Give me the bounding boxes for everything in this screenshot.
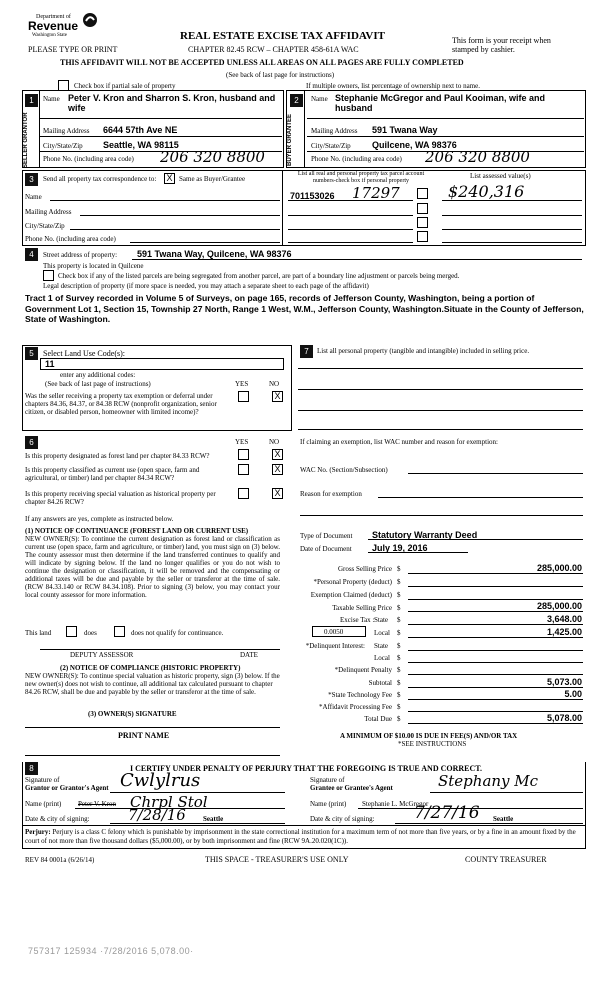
personal-deduct-label: *Personal Property (deduct) <box>313 578 392 586</box>
total-dollar: $ <box>397 715 401 723</box>
delinq-penalty-label: *Delinquent Penalty <box>334 666 392 674</box>
personal-property-checkbox-3[interactable] <box>417 217 428 228</box>
buyer-mailing-label: Mailing Address <box>311 127 358 135</box>
perjury-label: Perjury: <box>25 828 51 836</box>
if-yes-note: If any answers are yes, complete as instructed below. <box>25 515 174 523</box>
assessed-value: $240,316 <box>448 182 525 201</box>
see-instructions: *SEE INSTRUCTIONS <box>398 740 467 748</box>
current-use-no-checkbox[interactable]: X <box>272 464 283 475</box>
buyer-city-label: City/State/Zip <box>311 142 351 150</box>
see-back: (See back of last page for instructions) <box>226 71 335 79</box>
receipt-stamp: 757317 125934 ·7/28/2016 5,078.00· <box>28 946 194 956</box>
land-does-not-label: does not qualify for continuance. <box>131 629 224 637</box>
forest-no-checkbox[interactable]: X <box>272 449 283 460</box>
delinq-local-dollar: $ <box>397 654 401 662</box>
warning-text: THIS AFFIDAVIT WILL NOT BE ACCEPTED UNLESS ALL AREAS ON ALL PAGES ARE FULLY COMPLETED <box>60 58 464 67</box>
buyer-name-label: Name <box>311 95 328 103</box>
local-tax: 1,425.00 <box>546 627 582 637</box>
seller-phone-label: Phone No. (including area code) <box>43 155 134 163</box>
parcel-number: 701153026 <box>290 191 335 201</box>
county-treasurer: COUNTY TREASURER <box>465 855 547 864</box>
grantor-name-print: Peter V. Kron <box>78 800 117 808</box>
s3-city-label: City/State/Zip <box>25 222 65 230</box>
gross-value: 285,000.00 <box>536 563 582 573</box>
grantor-sig-label2: Grantor or Grantor's Agent <box>25 784 109 792</box>
historic-yes-checkbox[interactable] <box>238 488 249 499</box>
exemption-dollar: $ <box>397 591 401 599</box>
grantor-sig-label1: Signature of <box>25 776 60 784</box>
s3-mailing-label: Mailing Address <box>25 208 72 216</box>
deputy-assessor-label: DEPUTY ASSESSOR <box>70 651 134 659</box>
taxable-dollar: $ <box>397 604 401 612</box>
grantor-name-hw: Chrpl Stol <box>130 793 208 811</box>
section-4-number: 4 <box>25 248 38 261</box>
exempt-no-checkbox[interactable]: X <box>272 391 283 402</box>
perjury-text <box>25 828 583 846</box>
located-in: This property is located in Quilcene <box>43 262 144 270</box>
buyer-mailing: 591 Twana Way <box>372 125 438 135</box>
section-6-number: 6 <box>25 436 38 449</box>
dor-logo-line1: Department of <box>36 14 71 20</box>
seller-mailing-label: Mailing Address <box>43 127 90 135</box>
grantor-name-label: Name (print) <box>25 800 62 808</box>
notice1-title: (1) NOTICE OF CONTINUANCE (FOREST LAND OR CURRENT USE) <box>25 527 249 535</box>
seller-city: Seattle, WA 98115 <box>103 140 179 150</box>
local-rate: 0.0050 <box>324 628 344 636</box>
buyer-city: Quilcene, WA 98376 <box>372 140 457 150</box>
taxable-value: 285,000.00 <box>536 601 582 611</box>
exempt-yes-checkbox[interactable] <box>238 391 249 402</box>
doc-date-label: Date of Document <box>300 545 352 553</box>
personal-property-checkbox-4[interactable] <box>417 231 428 242</box>
doc-type-label: Type of Document <box>300 532 353 540</box>
s3-name-label: Name <box>25 193 42 201</box>
wac-label: WAC No. (Section/Subsection) <box>300 466 388 474</box>
tech-fee-label: *State Technology Fee <box>328 691 392 699</box>
street-label: Street address of property: <box>43 251 118 259</box>
form-title: REAL ESTATE EXCISE TAX AFFIDAVIT <box>180 30 385 42</box>
historic-no-checkbox[interactable]: X <box>272 488 283 499</box>
subtotal-label: Subtotal <box>368 679 392 687</box>
subtotal-dollar: $ <box>397 679 401 687</box>
legal-label: Legal description of property (if more space is needed, you may attach a separate sheet to each page of the affidavit) <box>43 282 369 290</box>
treasurer-space: THIS SPACE - TREASURER'S USE ONLY <box>205 855 349 864</box>
delinq-local-label: Local <box>374 654 390 662</box>
state-label: State <box>374 616 388 624</box>
reason-label: Reason for exemption <box>300 490 362 498</box>
gross-dollar: $ <box>397 565 401 573</box>
land-use-label: Select Land Use Code(s): <box>43 349 125 358</box>
owners-sig-label: (3) OWNER(S) SIGNATURE <box>88 710 177 718</box>
this-land-label: This land <box>25 629 52 637</box>
local-dollar: $ <box>397 629 401 637</box>
additional-codes: enter any additional codes: <box>60 371 136 379</box>
s6-yes: YES <box>235 438 249 446</box>
segregated-checkbox[interactable] <box>43 270 54 281</box>
subtotal-value: 5,073.00 <box>546 677 582 687</box>
send-label: Send all property tax correspondence to: <box>43 175 157 183</box>
s5-no: NO <box>269 380 280 388</box>
buyer-name: Stephanie McGregor and Paul Kooiman, wife and husband <box>335 93 546 113</box>
personal-property-label: List all personal property (tangible and intangible) included in selling price. <box>317 347 530 355</box>
same-as-buyer-label: Same as Buyer/Grantee <box>179 175 246 183</box>
doc-type: Statutory Warranty Deed <box>372 530 478 540</box>
grantee-date-label: Date & city of signing: <box>310 815 375 823</box>
excise-label: Excise Tax : <box>340 616 375 624</box>
historic-question: Is this property receiving special valuation as historical property per chapter 84.26 RCW? <box>25 490 216 506</box>
section-7-number: 7 <box>300 345 313 358</box>
current-use-question: Is this property classified as current use (open space, farm and agricultural, or timber) land per chapter 84.34 RCW? <box>25 466 200 482</box>
tech-fee-value: 5.00 <box>564 689 582 699</box>
gross-label: Gross Selling Price <box>337 565 392 573</box>
buyer-phone-label: Phone No. (including area code) <box>311 155 402 163</box>
personal-property-checkbox-2[interactable] <box>417 203 428 214</box>
grantee-city: Seattle <box>493 815 514 823</box>
parcel-number-hw: 17297 <box>352 184 400 202</box>
grantor-city: Seattle <box>203 815 224 823</box>
forest-question: Is this property designated as forest land per chapter 84.33 RCW? <box>25 452 210 460</box>
grantee-name-label: Name (print) <box>310 800 347 808</box>
taxable-label: Taxable Selling Price <box>332 604 392 612</box>
multiple-owners-note: If multiple owners, list percentage of ownership next to name. <box>306 82 480 90</box>
notice1-text: NEW OWNER(S): To continue the current designation as forest land or classification as current use (open space, farm and agriculture, or timber) land, you must sign on (3) below. The county assessor must then determine if the land transferred continues to qualify and will indicate by signing below. If the land no longer qualifies or you do not wish to continue the designation or classification, it will be removed and the compensating or additional taxes will be due and payable by the seller or transferor at the time of sale. (RCW 84.33.140 or RCW 84.34.108). Prior to signing (3) below, you may contact your local county assessor for more information. <box>25 535 280 599</box>
land-does-not-checkbox[interactable] <box>114 626 125 637</box>
assessed-header: List assessed value(s) <box>470 172 531 180</box>
seller-phone: 206 320 8800 <box>160 148 265 166</box>
grantee-sig-label2: Grantee or Grantee's Agent <box>310 784 393 792</box>
section-5-number: 5 <box>25 347 38 360</box>
exempt-question: Was the seller receiving a property tax exemption or deferral under chapters 84.36, 84.37, or 84.38 RCW (nonprofit organization, senior citizen, or disabled person, homeowner with limited income)? <box>25 392 217 416</box>
grantor-date: 7/28/16 <box>128 806 186 824</box>
grantor-date-label: Date & city of signing: <box>25 815 90 823</box>
section-1-number: 1 <box>25 94 38 107</box>
seller-side-label: SELLER GRANTOR <box>23 112 29 168</box>
seller-city-label: City/State/Zip <box>43 142 83 150</box>
rev-number: REV 84 0001a (6/26/14) <box>25 856 95 864</box>
penalty-dollar: $ <box>397 666 401 674</box>
street-address: 591 Twana Way, Quilcene, WA 98376 <box>137 249 292 259</box>
dor-logo-word: Revenue <box>28 19 79 33</box>
dor-swirl-icon <box>82 12 98 28</box>
exemption-deduct-label: Exemption Claimed (deduct) <box>310 591 392 599</box>
s5-yes: YES <box>235 380 249 388</box>
segregated-label: Check box if any of the listed parcels are being segregated from another parcel, are part of a boundary line adjustment or parcels being merged. <box>58 272 460 280</box>
affidavit-fee-dollar: $ <box>397 703 401 711</box>
print-name-label: PRINT NAME <box>118 731 170 740</box>
notice2-text: NEW OWNER(S): To continue special valuation as historic property, sign (3) below. If the new owner(s) does not wish to continue, all additional tax calculated pursuant to chapter 84.26 RCW, shall be due and payable by the seller or transferor at the time of sale. <box>25 672 280 696</box>
s6-no: NO <box>269 438 280 446</box>
personal-dollar: $ <box>397 578 401 586</box>
parcel-header: List all real and personal property tax parcel account numbers-check box if personal property <box>297 171 425 184</box>
affidavit-fee-label: *Affidavit Processing Fee <box>319 703 392 711</box>
delinq-interest-label: *Delinquent Interest: <box>305 642 365 650</box>
delinq-state-label: State <box>374 642 388 650</box>
seller-name-label: Name <box>43 95 60 103</box>
local-label: Local <box>374 629 390 637</box>
tech-fee-dollar: $ <box>397 691 401 699</box>
legal-description: Tract 1 of Survey recorded in Volume 5 of Surveys, on page 165, records of Jefferson County, Washington, being a portion of Government Lot 1, Section 15, Township 27 North, Range 1 West, W.M., Jefferson County, Washington.Situate in the County of Jefferson, State of Washington. <box>25 293 584 324</box>
exemption-label: If claiming an exemption, list WAC number and reason for exemption: <box>300 438 498 446</box>
partial-sale-label: Check box if partial sale of property <box>74 82 176 90</box>
current-use-yes-checkbox[interactable] <box>238 464 249 475</box>
state-dollar: $ <box>397 616 401 624</box>
state-tax: 3,648.00 <box>546 614 582 624</box>
section-2-number: 2 <box>290 94 303 107</box>
land-does-checkbox[interactable] <box>66 626 77 637</box>
please-type: PLEASE TYPE OR PRINT <box>28 45 118 54</box>
same-as-buyer-checkbox[interactable]: X <box>164 173 175 184</box>
grantee-name-print: Stephanie L. McGregor <box>362 800 429 808</box>
seller-mailing: 6644 57th Ave NE <box>103 125 178 135</box>
buyer-side-label: BUYER GRANTEE <box>287 114 293 167</box>
section-8-number: 8 <box>25 762 38 775</box>
section-3-number: 3 <box>25 173 38 186</box>
land-use-input[interactable] <box>40 358 284 370</box>
notice2-title: (2) NOTICE OF COMPLIANCE (HISTORIC PROPERTY) <box>60 664 241 672</box>
forest-yes-checkbox[interactable] <box>238 449 249 460</box>
personal-property-checkbox-1[interactable] <box>417 188 428 199</box>
chapter-ref: CHAPTER 82.45 RCW – CHAPTER 458-61A WAC <box>188 45 359 54</box>
doc-date: July 19, 2016 <box>372 543 428 553</box>
land-does-label: does <box>84 629 97 637</box>
s3-phone-label: Phone No. (including area code) <box>25 235 116 243</box>
delinq-state-dollar: $ <box>397 642 401 650</box>
grantee-signature: Stephany Mc <box>438 772 539 790</box>
minimum-note: A MINIMUM OF $10.00 IS DUE IN FEE(S) AND/OR TAX <box>340 732 518 740</box>
grantee-sig-label1: Signature of <box>310 776 345 784</box>
dor-logo <box>28 12 98 42</box>
total-label: Total Due <box>364 715 392 723</box>
land-use-code: 11 <box>45 359 55 369</box>
certify-statement: I CERTIFY UNDER PENALTY OF PERJURY THAT THE FOREGOING IS TRUE AND CORRECT. <box>130 764 483 773</box>
perjury-body: Perjury is a class C felony which is punishable by imprisonment in the state correctional institution for a maximum term of not more than five years, or by a fine in an amount fixed by the court of not more than five thousand dollars ($5,000.00), or by both imprisonment and fine (RCW 9A.20.020(1C)). <box>25 828 576 845</box>
dor-logo-line3: Washington State <box>32 33 68 38</box>
grantee-date: 7/27/16 <box>414 803 480 823</box>
grantor-signature: Cwlylrus <box>120 770 201 791</box>
buyer-phone: 206 320 8800 <box>425 148 530 166</box>
receipt-note: This form is your receipt when stamped by cashier. <box>452 36 551 54</box>
total-value: 5,078.00 <box>546 713 582 723</box>
deputy-date-label: DATE <box>240 651 258 659</box>
s5-see-back: (See back of last page of instructions) <box>45 380 151 388</box>
seller-name: Peter V. Kron and Sharron S. Kron, husband and wife <box>68 93 276 113</box>
